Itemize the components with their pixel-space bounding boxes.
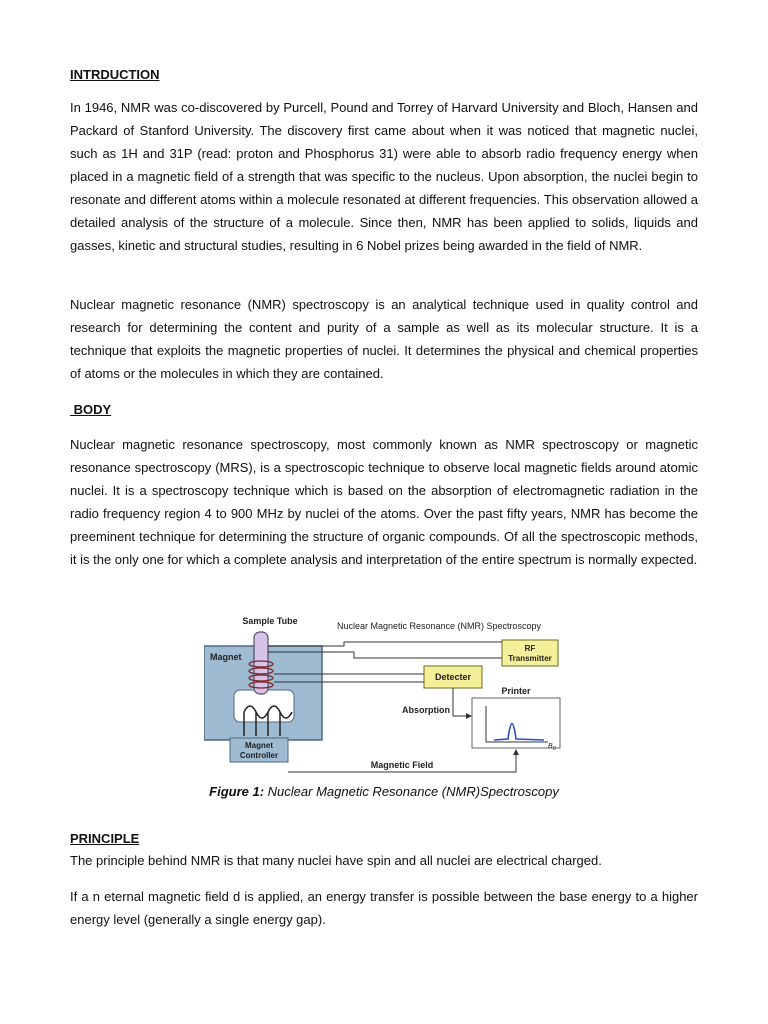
controller-label-line2: Controller — [239, 751, 279, 760]
magnetic-field-label: Magnetic Field — [370, 760, 434, 770]
principle-heading: PRINCIPLE — [70, 831, 140, 846]
intro-heading: INTRDUCTION — [70, 67, 160, 82]
axis-b0-label: B — [548, 743, 553, 750]
rf-label-line2: Transmitter — [508, 654, 552, 663]
magnetic-field-arrowhead — [513, 749, 519, 755]
sample-tube-label: Sample Tube — [242, 616, 298, 626]
body-paragraph-1: Nuclear magnetic resonance spectroscopy, most commonly known as NMR spectroscopy or magnetic resonance spectroscopy (MRS), is a spectroscopic technique to observe local magnetic fields around atomic nuclei. It is a spectroscopy technique which is based on the absorption of electromagnetic radiation in the radio frequency region 4 to 900 MHz by nuclei of the atoms. Over the past fifty years, NMR has become the preeminent technique for determining the structure of organic compounds. Of all the spectroscopic methods, it is the only one for which a complete analysis and interpretation of the entire spectrum is normally expected. — [70, 437, 698, 567]
detecter-label: Detecter — [434, 672, 472, 682]
magnet-label: Magnet — [210, 652, 242, 662]
absorption-arrow — [453, 688, 468, 716]
absorption-arrowhead — [466, 713, 472, 719]
sample-tube-icon — [254, 632, 268, 694]
diagram-title: Nuclear Magnetic Resonance (NMR) Spectroscopy — [336, 621, 542, 631]
axis-b0-subscript: 0 — [553, 746, 556, 752]
printer-label: Printer — [501, 686, 531, 696]
principle-paragraph-1: The principle behind NMR is that many nuclei have spin and all nuclei are electrical charged. — [70, 853, 602, 868]
body-heading: BODY — [70, 402, 112, 417]
figure-caption-label: Figure 1: — [209, 784, 265, 799]
rf-label-line1: RF — [524, 644, 536, 653]
figure-caption-text: Nuclear Magnetic Resonance (NMR)Spectroscopy — [264, 784, 559, 799]
printer-box — [472, 698, 560, 748]
principle-paragraph-2: If a n eternal magnetic field d is applied, an energy transfer is possible between the base energy to a higher energy level (generally a single energy gap). — [70, 889, 698, 927]
figure-caption — [70, 784, 698, 799]
intro-paragraph-1: In 1946, NMR was co-discovered by Purcell, Pound and Torrey of Harvard University and Bloch, Hansen and Packard of Stanford University. The discovery first came about when it was noticed that magnetic nuclei, such as 1H and 31P (read: proton and Phosphorus 31) were able to absorb radio frequency energy when placed in a magnetic field of a strength that was specific to the nucleus. Upon absorption, the nuclei begin to resonate and different atoms within a molecule resonated at different frequencies. This observation allowed a detailed analysis of the structure of a molecule. Since then, NMR has been applied to solids, liquids and gasses, kinetic and structural studies, resulting in 6 Nobel prizes being awarded in the field of NMR. — [70, 100, 698, 253]
absorption-label: Absorption — [402, 705, 450, 715]
controller-label-line1: Magnet — [245, 741, 273, 750]
intro-paragraph-2: Nuclear magnetic resonance (NMR) spectroscopy is an analytical technique used in quality control and research for determining the content and purity of a sample as well as its molecular structure. It is a technique that exploits the magnetic properties of nuclei. It determines the physical and chemical properties of atoms or the molecules in which they are contained. — [70, 297, 698, 381]
nmr-diagram — [204, 612, 584, 780]
